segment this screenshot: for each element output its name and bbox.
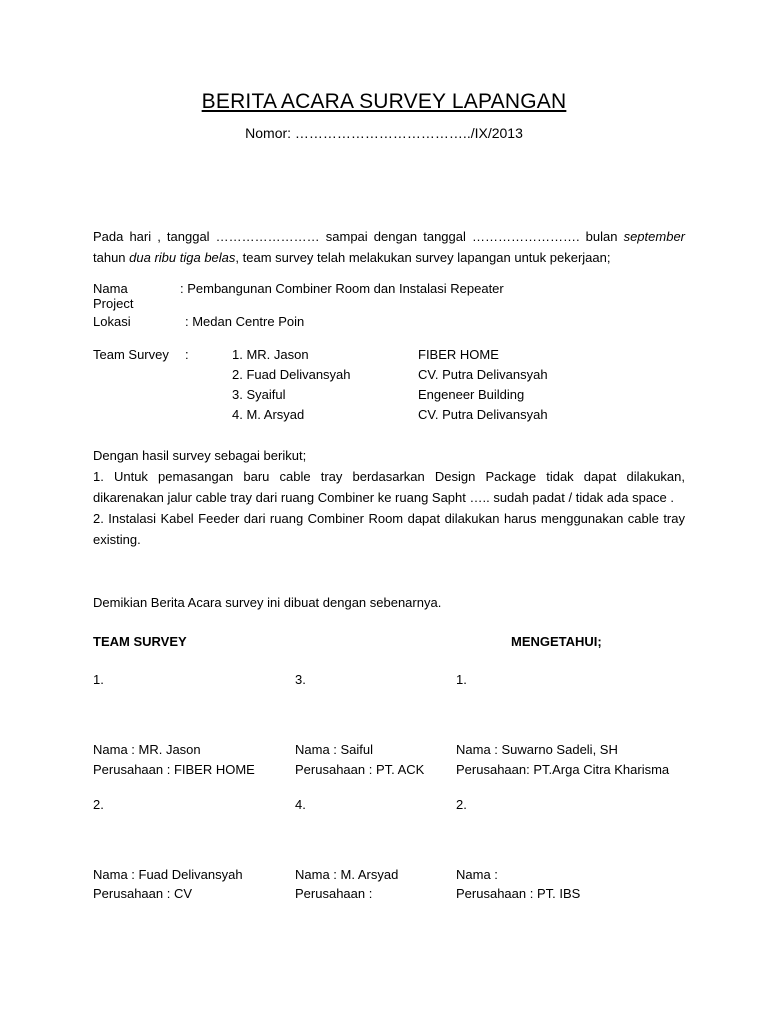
team-member-name: 4. M. Arsyad	[232, 407, 305, 422]
mengetahui-heading: MENGETAHUI;	[511, 634, 602, 649]
team-member-company: CV. Putra Delivansyah	[418, 367, 548, 382]
results-section	[93, 445, 685, 550]
intro-month: september	[623, 229, 685, 244]
team-member-name: 2. Fuad Delivansyah	[232, 367, 351, 382]
lokasi-value: : Medan Centre Poin	[185, 314, 305, 329]
team-member-name: 3. Syaiful	[232, 387, 286, 402]
closing-statement: Demikian Berita Acara survey ini dibuat dengan sebenarnya.	[93, 595, 442, 610]
team-label: Team Survey	[93, 347, 169, 362]
document-title: BERITA ACARA SURVEY LAPANGAN	[201, 90, 567, 113]
intro-line2-text: tahun	[93, 250, 130, 265]
team-member-company: Engeneer Building	[418, 387, 525, 402]
team-survey-heading: TEAM SURVEY	[93, 634, 187, 649]
result-item-2: 2. Instalasi Kabel Feeder dari ruang Combiner Room dapat dilakukan harus menggunakan cable tray existing.	[93, 511, 685, 547]
signature-name: Nama : Suwarno Sadeli, SH	[456, 742, 618, 757]
signature-number: 1.	[93, 672, 104, 687]
signature-company: Perusahaan : PT. ACK	[295, 762, 425, 777]
signature-company: Perusahaan :	[295, 886, 373, 901]
signature-number: 4.	[295, 797, 306, 812]
signature-number: 2.	[93, 797, 104, 812]
signature-number: 2.	[456, 797, 467, 812]
signature-company: Perusahaan : FIBER HOME	[93, 762, 255, 777]
intro-line1-text: Pada hari , tanggal …………………… sampai dengan tanggal ……………………. bulan	[93, 229, 624, 244]
intro-line2-end: , team survey telah melakukan survey lapangan untuk pekerjaan;	[235, 250, 611, 265]
signature-name: Nama :	[456, 867, 498, 882]
signature-number: 3.	[295, 672, 306, 687]
signature-company: Perusahaan: PT.Arga Citra Kharisma	[456, 762, 670, 777]
signature-name: Nama : M. Arsyad	[295, 867, 399, 882]
signature-company: Perusahaan : CV	[93, 886, 193, 901]
lokasi-label: Lokasi	[93, 314, 131, 329]
document-number: Nomor: ………………………………../IX/2013	[245, 125, 523, 141]
project-value: : Pembangunan Combiner Room dan Instalasi Repeater	[180, 281, 504, 296]
intro-year-words: dua ribu tiga belas	[129, 250, 236, 265]
signature-company: Perusahaan : PT. IBS	[456, 886, 581, 901]
team-member-company: FIBER HOME	[418, 347, 499, 362]
signature-number: 1.	[456, 672, 467, 687]
signature-name: Nama : MR. Jason	[93, 742, 201, 757]
intro-paragraph	[93, 226, 685, 268]
project-label: Nama Project	[93, 281, 134, 311]
team-colon: :	[185, 347, 189, 362]
results-heading: Dengan hasil survey sebagai berikut;	[93, 448, 307, 463]
team-member-company: CV. Putra Delivansyah	[418, 407, 548, 422]
team-member-name: 1. MR. Jason	[232, 347, 309, 362]
signature-name: Nama : Saiful	[295, 742, 374, 757]
result-item-1: 1. Untuk pemasangan baru cable tray berdasarkan Design Package tidak dapat dilakukan, dikarenakan jalur cable tray dari ruang Combiner ke ruang Sapht ….. sudah padat / tidak ada space .	[93, 469, 685, 505]
signature-name: Nama : Fuad Delivansyah	[93, 867, 243, 882]
